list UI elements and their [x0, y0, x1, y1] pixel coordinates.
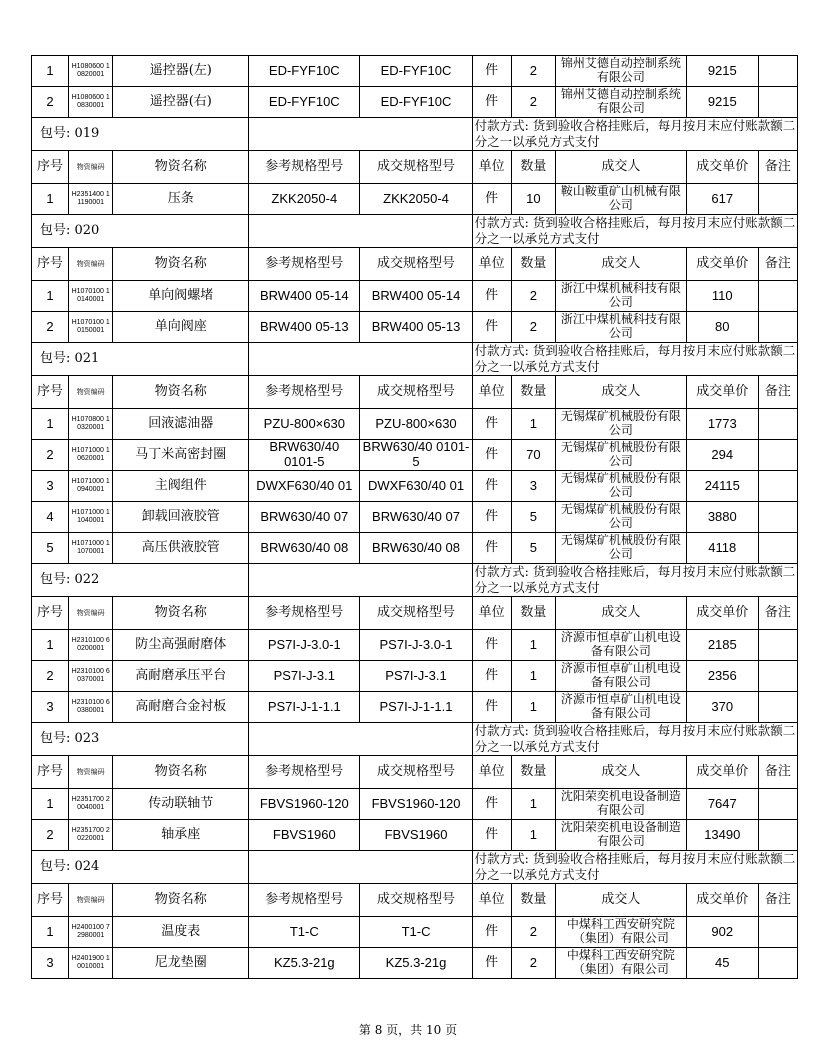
cell-material-name: 遥控器(左) [113, 56, 249, 87]
cell-unit: 件 [472, 471, 511, 502]
header-vendor: 成交人 [556, 248, 687, 281]
cell-seq: 1 [32, 56, 69, 87]
header-quantity: 数量 [511, 151, 555, 184]
cell-remark [758, 917, 797, 948]
table-row [32, 281, 798, 312]
cell-seq: 2 [32, 87, 69, 118]
payment-terms: 付款方式: 货到验收合格挂账后，每月按月末应付账款额二分之一以承兑方式支付 [472, 564, 797, 597]
header-material-code: 物资编码 [69, 376, 113, 409]
cell-material-name: 温度表 [113, 917, 249, 948]
cell-unit: 件 [472, 312, 511, 343]
package-number: 包号: 022 [32, 564, 249, 597]
header-deal-model: 成交规格型号 [360, 597, 472, 630]
cell-unit: 件 [472, 789, 511, 820]
package-spacer [249, 723, 472, 756]
header-deal-model: 成交规格型号 [360, 756, 472, 789]
header-material-code: 物资编码 [69, 248, 113, 281]
cell-quantity: 1 [511, 692, 555, 723]
cell-deal-model: BRW630/40 07 [360, 502, 472, 533]
header-ref-model: 参考规格型号 [249, 248, 360, 281]
header-unit: 单位 [472, 151, 511, 184]
cell-material-code: H2351400 11190001 [69, 184, 113, 215]
table-row [32, 789, 798, 820]
payment-terms: 付款方式: 货到验收合格挂账后，每月按月末应付账款额二分之一以承兑方式支付 [472, 118, 797, 151]
cell-vendor: 济源市恒卓矿山机电设备有限公司 [556, 630, 687, 661]
cell-quantity: 5 [511, 533, 555, 564]
cell-quantity: 70 [511, 440, 555, 471]
header-unit: 单位 [472, 248, 511, 281]
header-seq: 序号 [32, 248, 69, 281]
cell-ref-model: DWXF630/40 01 [249, 471, 360, 502]
header-remark: 备注 [758, 151, 797, 184]
header-seq: 序号 [32, 756, 69, 789]
cell-seq: 2 [32, 661, 69, 692]
package-row [32, 851, 798, 884]
package-spacer [249, 564, 472, 597]
cell-ref-model: BRW630/40 08 [249, 533, 360, 564]
header-vendor: 成交人 [556, 151, 687, 184]
cell-vendor: 无锡煤矿机械股份有限公司 [556, 440, 687, 471]
cell-vendor: 中煤科工西安研究院（集团）有限公司 [556, 917, 687, 948]
cell-material-name: 单向阀座 [113, 312, 249, 343]
cell-vendor: 沈阳荣奕机电设备制造有限公司 [556, 820, 687, 851]
cell-remark [758, 692, 797, 723]
cell-material-name: 高耐磨合金衬板 [113, 692, 249, 723]
table-row [32, 661, 798, 692]
table-row [32, 184, 798, 215]
header-unit-price: 成交单价 [686, 597, 758, 630]
header-deal-model: 成交规格型号 [360, 248, 472, 281]
cell-deal-model: BRW630/40 08 [360, 533, 472, 564]
header-ref-model: 参考规格型号 [249, 756, 360, 789]
cell-vendor: 无锡煤矿机械股份有限公司 [556, 533, 687, 564]
header-deal-model: 成交规格型号 [360, 151, 472, 184]
header-material-code: 物资编码 [69, 884, 113, 917]
cell-unit-price: 80 [686, 312, 758, 343]
payment-terms: 付款方式: 货到验收合格挂账后，每月按月末应付账款额二分之一以承兑方式支付 [472, 851, 797, 884]
header-unit-price: 成交单价 [686, 151, 758, 184]
package-number: 包号: 021 [32, 343, 249, 376]
header-seq: 序号 [32, 597, 69, 630]
cell-remark [758, 471, 797, 502]
cell-quantity: 1 [511, 630, 555, 661]
cell-seq: 5 [32, 533, 69, 564]
cell-unit-price: 294 [686, 440, 758, 471]
cell-vendor: 浙江中煤机械科技有限公司 [556, 312, 687, 343]
cell-ref-model: PS7I-J-3.1 [249, 661, 360, 692]
cell-seq: 1 [32, 789, 69, 820]
procurement-result-table [31, 55, 798, 979]
header-unit: 单位 [472, 756, 511, 789]
header-remark: 备注 [758, 884, 797, 917]
header-unit-price: 成交单价 [686, 248, 758, 281]
cell-seq: 3 [32, 692, 69, 723]
cell-material-name: 单向阀螺堵 [113, 281, 249, 312]
header-vendor: 成交人 [556, 884, 687, 917]
column-header-row [32, 884, 798, 917]
column-header-row [32, 151, 798, 184]
cell-remark [758, 56, 797, 87]
cell-material-name: 马丁米高密封圈 [113, 440, 249, 471]
cell-unit: 件 [472, 661, 511, 692]
cell-unit-price: 24115 [686, 471, 758, 502]
cell-unit: 件 [472, 440, 511, 471]
cell-remark [758, 184, 797, 215]
package-number: 包号: 024 [32, 851, 249, 884]
cell-remark [758, 661, 797, 692]
cell-material-code: H2400100 72980001 [69, 917, 113, 948]
package-number: 包号: 019 [32, 118, 249, 151]
cell-deal-model: FBVS1960 [360, 820, 472, 851]
cell-unit-price: 45 [686, 948, 758, 979]
header-material-name: 物资名称 [113, 151, 249, 184]
header-vendor: 成交人 [556, 597, 687, 630]
cell-unit-price: 1773 [686, 409, 758, 440]
header-quantity: 数量 [511, 597, 555, 630]
cell-material-name: 回液滤油器 [113, 409, 249, 440]
header-ref-model: 参考规格型号 [249, 376, 360, 409]
package-spacer [249, 851, 472, 884]
cell-unit-price: 9215 [686, 56, 758, 87]
cell-deal-model: BRW630/40 0101-5 [360, 440, 472, 471]
cell-deal-model: BRW400 05-14 [360, 281, 472, 312]
table-row [32, 471, 798, 502]
header-material-code: 物资编码 [69, 151, 113, 184]
payment-terms: 付款方式: 货到验收合格挂账后，每月按月末应付账款额二分之一以承兑方式支付 [472, 343, 797, 376]
cell-unit-price: 110 [686, 281, 758, 312]
cell-seq: 2 [32, 312, 69, 343]
cell-seq: 2 [32, 440, 69, 471]
cell-unit-price: 4118 [686, 533, 758, 564]
package-row [32, 343, 798, 376]
cell-unit-price: 2356 [686, 661, 758, 692]
cell-remark [758, 312, 797, 343]
cell-quantity: 1 [511, 661, 555, 692]
cell-deal-model: PS7I-J-3.0-1 [360, 630, 472, 661]
cell-ref-model: PS7I-J-3.0-1 [249, 630, 360, 661]
cell-material-code: H1070100 10140001 [69, 281, 113, 312]
column-header-row [32, 248, 798, 281]
cell-vendor: 济源市恒卓矿山机电设备有限公司 [556, 692, 687, 723]
table-row [32, 87, 798, 118]
cell-ref-model: KZ5.3-21g [249, 948, 360, 979]
header-unit-price: 成交单价 [686, 376, 758, 409]
cell-material-name: 传动联轴节 [113, 789, 249, 820]
cell-quantity: 2 [511, 87, 555, 118]
cell-material-name: 压条 [113, 184, 249, 215]
cell-ref-model: PS7I-J-1-1.1 [249, 692, 360, 723]
cell-deal-model: ZKK2050-4 [360, 184, 472, 215]
header-remark: 备注 [758, 376, 797, 409]
cell-unit-price: 9215 [686, 87, 758, 118]
cell-unit-price: 7647 [686, 789, 758, 820]
cell-remark [758, 409, 797, 440]
cell-ref-model: FBVS1960 [249, 820, 360, 851]
cell-material-code: H1071000 10940001 [69, 471, 113, 502]
package-spacer [249, 118, 472, 151]
cell-deal-model: T1-C [360, 917, 472, 948]
cell-deal-model: ED-FYF10C [360, 56, 472, 87]
table-row [32, 630, 798, 661]
table-row [32, 409, 798, 440]
cell-remark [758, 440, 797, 471]
cell-quantity: 2 [511, 312, 555, 343]
cell-deal-model: KZ5.3-21g [360, 948, 472, 979]
column-header-row [32, 376, 798, 409]
table-row [32, 312, 798, 343]
header-quantity: 数量 [511, 884, 555, 917]
package-row [32, 564, 798, 597]
cell-material-code: H2351700 20040001 [69, 789, 113, 820]
table-body [32, 56, 798, 979]
cell-material-code: H1070800 10320001 [69, 409, 113, 440]
cell-unit: 件 [472, 56, 511, 87]
cell-material-code: H2310100 60380001 [69, 692, 113, 723]
cell-unit: 件 [472, 184, 511, 215]
cell-deal-model: DWXF630/40 01 [360, 471, 472, 502]
cell-deal-model: FBVS1960-120 [360, 789, 472, 820]
cell-vendor: 锦州艾德自动控制系统有限公司 [556, 87, 687, 118]
cell-quantity: 5 [511, 502, 555, 533]
cell-ref-model: BRW400 05-14 [249, 281, 360, 312]
cell-material-code: H1071000 11070001 [69, 533, 113, 564]
header-remark: 备注 [758, 248, 797, 281]
cell-material-code: H2310100 60200001 [69, 630, 113, 661]
cell-material-name: 高压供液胶管 [113, 533, 249, 564]
cell-material-code: H1071000 10620001 [69, 440, 113, 471]
package-spacer [249, 343, 472, 376]
cell-quantity: 1 [511, 409, 555, 440]
cell-vendor: 济源市恒卓矿山机电设备有限公司 [556, 661, 687, 692]
cell-material-name: 遥控器(右) [113, 87, 249, 118]
header-seq: 序号 [32, 151, 69, 184]
cell-remark [758, 789, 797, 820]
cell-unit: 件 [472, 87, 511, 118]
cell-vendor: 无锡煤矿机械股份有限公司 [556, 471, 687, 502]
cell-seq: 1 [32, 184, 69, 215]
header-deal-model: 成交规格型号 [360, 884, 472, 917]
cell-seq: 1 [32, 917, 69, 948]
cell-material-name: 高耐磨承压平台 [113, 661, 249, 692]
table-row [32, 440, 798, 471]
cell-vendor: 鞍山鞍重矿山机械有限公司 [556, 184, 687, 215]
cell-unit-price: 2185 [686, 630, 758, 661]
header-seq: 序号 [32, 884, 69, 917]
cell-seq: 2 [32, 820, 69, 851]
package-row [32, 723, 798, 756]
table-row [32, 533, 798, 564]
cell-vendor: 中煤科工西安研究院（集团）有限公司 [556, 948, 687, 979]
header-ref-model: 参考规格型号 [249, 884, 360, 917]
cell-material-name: 防尘高强耐磨体 [113, 630, 249, 661]
cell-vendor: 浙江中煤机械科技有限公司 [556, 281, 687, 312]
cell-unit-price: 617 [686, 184, 758, 215]
column-header-row [32, 756, 798, 789]
header-material-name: 物资名称 [113, 376, 249, 409]
cell-material-code: H2401900 10010001 [69, 948, 113, 979]
cell-material-name: 尼龙垫圈 [113, 948, 249, 979]
header-unit: 单位 [472, 597, 511, 630]
cell-ref-model: ZKK2050-4 [249, 184, 360, 215]
cell-unit: 件 [472, 820, 511, 851]
header-material-name: 物资名称 [113, 756, 249, 789]
cell-vendor: 沈阳荣奕机电设备制造有限公司 [556, 789, 687, 820]
cell-material-code: H1070100 10150001 [69, 312, 113, 343]
cell-unit: 件 [472, 917, 511, 948]
table-row [32, 56, 798, 87]
cell-quantity: 2 [511, 917, 555, 948]
cell-ref-model: BRW630/40 07 [249, 502, 360, 533]
header-material-name: 物资名称 [113, 248, 249, 281]
cell-seq: 4 [32, 502, 69, 533]
cell-vendor: 锦州艾德自动控制系统有限公司 [556, 56, 687, 87]
cell-material-name: 轴承座 [113, 820, 249, 851]
cell-ref-model: PZU-800×630 [249, 409, 360, 440]
cell-seq: 3 [32, 948, 69, 979]
cell-quantity: 2 [511, 281, 555, 312]
cell-deal-model: ED-FYF10C [360, 87, 472, 118]
header-material-code: 物资编码 [69, 597, 113, 630]
cell-ref-model: BRW630/40 0101-5 [249, 440, 360, 471]
header-quantity: 数量 [511, 376, 555, 409]
cell-unit: 件 [472, 502, 511, 533]
package-row [32, 118, 798, 151]
cell-material-code: H1080600 10820001 [69, 56, 113, 87]
cell-material-name: 主阀组件 [113, 471, 249, 502]
cell-remark [758, 948, 797, 979]
cell-quantity: 3 [511, 471, 555, 502]
cell-unit: 件 [472, 630, 511, 661]
package-row [32, 215, 798, 248]
cell-remark [758, 502, 797, 533]
cell-seq: 1 [32, 281, 69, 312]
cell-ref-model: T1-C [249, 917, 360, 948]
header-quantity: 数量 [511, 248, 555, 281]
cell-quantity: 2 [511, 948, 555, 979]
cell-remark [758, 533, 797, 564]
cell-unit: 件 [472, 281, 511, 312]
header-ref-model: 参考规格型号 [249, 597, 360, 630]
cell-unit-price: 3880 [686, 502, 758, 533]
header-ref-model: 参考规格型号 [249, 151, 360, 184]
cell-unit-price: 13490 [686, 820, 758, 851]
header-unit-price: 成交单价 [686, 884, 758, 917]
header-material-code: 物资编码 [69, 756, 113, 789]
payment-terms: 付款方式: 货到验收合格挂账后，每月按月末应付账款额二分之一以承兑方式支付 [472, 215, 797, 248]
header-unit-price: 成交单价 [686, 756, 758, 789]
table-row [32, 820, 798, 851]
cell-quantity: 10 [511, 184, 555, 215]
cell-deal-model: PS7I-J-1-1.1 [360, 692, 472, 723]
cell-deal-model: BRW400 05-13 [360, 312, 472, 343]
package-number: 包号: 020 [32, 215, 249, 248]
header-quantity: 数量 [511, 756, 555, 789]
cell-ref-model: ED-FYF10C [249, 87, 360, 118]
payment-terms: 付款方式: 货到验收合格挂账后，每月按月末应付账款额二分之一以承兑方式支付 [472, 723, 797, 756]
cell-quantity: 1 [511, 820, 555, 851]
header-remark: 备注 [758, 597, 797, 630]
cell-ref-model: BRW400 05-13 [249, 312, 360, 343]
cell-deal-model: PZU-800×630 [360, 409, 472, 440]
cell-unit: 件 [472, 692, 511, 723]
cell-quantity: 2 [511, 56, 555, 87]
cell-remark [758, 820, 797, 851]
package-number: 包号: 023 [32, 723, 249, 756]
page-footer: 第 8 页，共 10 页 [358, 1023, 458, 1037]
header-vendor: 成交人 [556, 756, 687, 789]
cell-seq: 3 [32, 471, 69, 502]
cell-unit-price: 902 [686, 917, 758, 948]
cell-ref-model: FBVS1960-120 [249, 789, 360, 820]
header-unit: 单位 [472, 376, 511, 409]
cell-ref-model: ED-FYF10C [249, 56, 360, 87]
cell-vendor: 无锡煤矿机械股份有限公司 [556, 409, 687, 440]
header-deal-model: 成交规格型号 [360, 376, 472, 409]
cell-unit: 件 [472, 409, 511, 440]
cell-seq: 1 [32, 409, 69, 440]
cell-unit-price: 370 [686, 692, 758, 723]
cell-seq: 1 [32, 630, 69, 661]
cell-material-code: H1080600 10830001 [69, 87, 113, 118]
cell-material-code: H2310100 60370001 [69, 661, 113, 692]
header-material-name: 物资名称 [113, 884, 249, 917]
table-row [32, 692, 798, 723]
package-spacer [249, 215, 472, 248]
header-seq: 序号 [32, 376, 69, 409]
header-remark: 备注 [758, 756, 797, 789]
cell-material-code: H1071000 11040001 [69, 502, 113, 533]
cell-unit: 件 [472, 533, 511, 564]
cell-remark [758, 281, 797, 312]
table-row [32, 917, 798, 948]
cell-vendor: 无锡煤矿机械股份有限公司 [556, 502, 687, 533]
table-row [32, 502, 798, 533]
cell-unit: 件 [472, 948, 511, 979]
cell-material-code: H2351700 20220001 [69, 820, 113, 851]
cell-remark [758, 630, 797, 661]
cell-quantity: 1 [511, 789, 555, 820]
table-row [32, 948, 798, 979]
cell-material-name: 卸载回液胶管 [113, 502, 249, 533]
header-material-name: 物资名称 [113, 597, 249, 630]
header-vendor: 成交人 [556, 376, 687, 409]
cell-remark [758, 87, 797, 118]
cell-deal-model: PS7I-J-3.1 [360, 661, 472, 692]
column-header-row [32, 597, 798, 630]
header-unit: 单位 [472, 884, 511, 917]
